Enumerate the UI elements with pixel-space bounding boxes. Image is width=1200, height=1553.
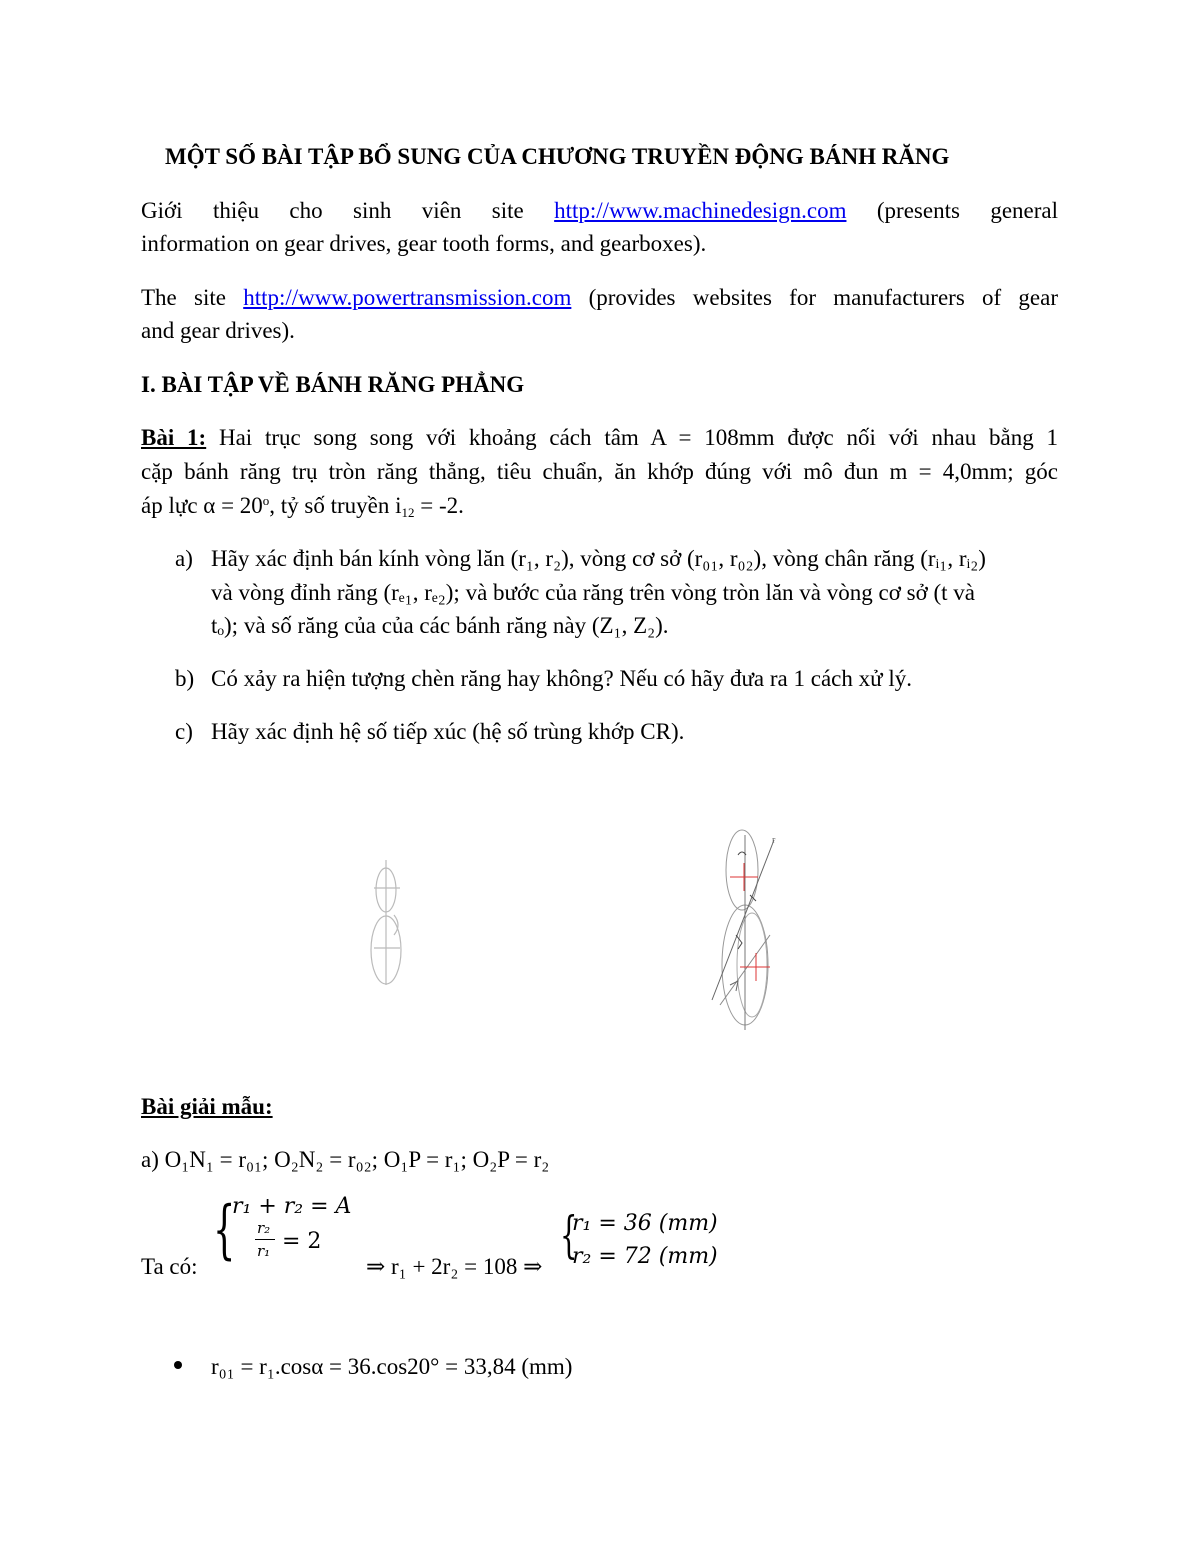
- solution-title: Bài giải mẫu:: [141, 1094, 273, 1119]
- problem-1-line-2: [141, 455, 1058, 489]
- problem-1-text: Hai trục song song với khoảng cách tâm A = 108mm được nối với nhau bằng 1: [218, 425, 1058, 450]
- intro1-text: Giới thiệu cho sinh viên site: [141, 198, 524, 223]
- problem-1-line-1: [141, 421, 1058, 455]
- solution-a-line: a) O₁N₁ = r₀₁; O₂N₂ = r₀₂; O₁P = r₁; O₂P = r₂: [141, 1147, 550, 1172]
- problem-1-text-3b: , tỷ số truyền i: [269, 493, 402, 518]
- system1-rhs: = 2: [282, 1229, 322, 1254]
- item-b-label: b): [175, 666, 195, 691]
- system1-eq1: r₁ + r₂ = A: [232, 1194, 352, 1219]
- section-heading: I. BÀI TẬP VỀ BÁNH RĂNG PHẲNG: [141, 372, 525, 397]
- left-brace-2: {: [560, 1206, 578, 1264]
- problem-1-text-2: cặp bánh răng trụ tròn răng thẳng, tiêu chuẩn, ăn khớp đúng với mô đun m = 4,0mm; góc: [141, 459, 1058, 484]
- problem-1-line-3: [141, 489, 464, 523]
- system1-den: r₁: [257, 1242, 271, 1260]
- item-b-line-1: Có xảy ra hiện tượng chèn răng hay không? Nếu có hãy đưa ra 1 cách xử lý.: [211, 666, 912, 691]
- intro2-line-1: [141, 281, 1058, 315]
- gear-sketch-left: [360, 855, 420, 990]
- ratio-sub: 12: [401, 505, 415, 520]
- bullet-point: [174, 1361, 182, 1369]
- problem-1-label: Bài 1:: [141, 425, 207, 450]
- system2-eq1: r₁ = 36 (mm): [572, 1211, 718, 1236]
- derivation-middle: ⇒ r₁ + 2r₂ = 108 ⇒: [366, 1254, 543, 1279]
- system2-eq2: r₂ = 72 (mm): [572, 1244, 718, 1269]
- item-a-label: a): [175, 546, 193, 571]
- degree-sup: o: [262, 493, 270, 508]
- intro2-text: The site: [141, 285, 226, 310]
- item-c-line-1: Hãy xác định hệ số tiếp xúc (hệ số trùng khớp CR).: [211, 719, 685, 744]
- item-a-line-2: và vòng đỉnh răng (rₑ₁, rₑ₂); và bước của răng trên vòng tròn lăn và vòng cơ sở (t và: [211, 580, 976, 605]
- gear-sketch-right: [700, 825, 790, 1040]
- item-a-line-1: Hãy xác định bán kính vòng lăn (r₁, r₂), vòng cơ sở (r₀₁, r₀₂), vòng chân răng (rᵢ₁, rᵢ₂): [211, 546, 986, 571]
- powertransmission-link[interactable]: http://www.powertransmission.com: [243, 285, 572, 310]
- machinedesign-link[interactable]: http://www.machinedesign.com: [554, 198, 847, 223]
- left-brace-1: {: [213, 1193, 236, 1267]
- figure-label: r: [772, 835, 776, 846]
- intro-line-1: [141, 194, 1058, 228]
- item-c-label: c): [175, 719, 193, 744]
- intro1-after: (presents general: [876, 198, 1059, 223]
- problem-1-text-3c: = -2.: [414, 493, 464, 518]
- problem-1-text-3a: áp lực α = 20: [141, 493, 263, 518]
- system1-num: r₂: [257, 1219, 271, 1237]
- system1-fraction-bar: [255, 1239, 275, 1240]
- ta-co-label: Ta có:: [141, 1254, 198, 1279]
- intro-line-2: information on gear drives, gear tooth forms, and gearboxes).: [141, 231, 707, 256]
- bullet-1-text: r₀₁ = r₁.cosα = 36.cos20° = 33,84 (mm): [211, 1354, 573, 1379]
- page-title: MỘT SỐ BÀI TẬP BỔ SUNG CỦA CHƯƠNG TRUYỀN ĐỘNG BÁNH RĂNG: [165, 144, 950, 169]
- intro2-after: (provides websites for manufacturers of gear: [588, 285, 1059, 310]
- intro2-line-2: and gear drives).: [141, 318, 295, 343]
- item-a-line-3: tₒ); và số răng của của các bánh răng này (Z₁, Z₂).: [211, 613, 669, 638]
